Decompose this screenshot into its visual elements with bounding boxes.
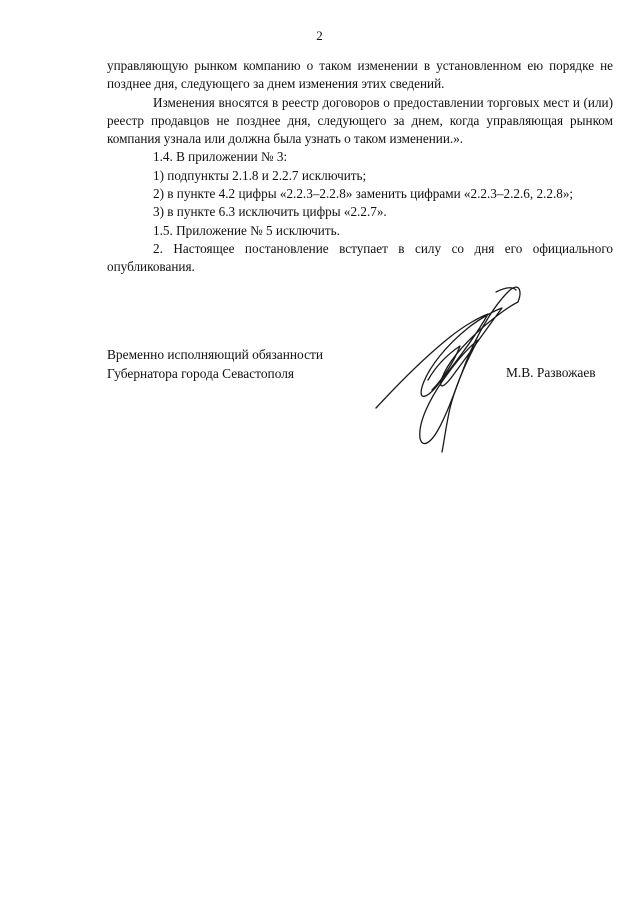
signatory-position-line: Губернатора города Севастополя: [107, 365, 295, 381]
page-number: 2: [316, 28, 323, 43]
signatory-position-line: Временно исполняющий обязанности: [107, 347, 324, 362]
paragraph: 2. Настоящее постановление вступает в силу со дня его официального опубликования.: [107, 240, 613, 275]
paragraph: Изменения вносятся в реестр договоров о предоставлении торговых мест и (или) реестр продавцов не позднее дня, следующего за днем, когда управляющая рынком компания узнала или должна была узнать о таком изменении.».: [107, 94, 613, 147]
paragraph: управляющую рынком компанию о таком изменении в установленном ею порядке не позднее дня, следующего за днем изменения этих сведений.: [107, 58, 613, 92]
handwritten-signature: [370, 262, 540, 457]
document-body: [107, 57, 613, 277]
paragraph: 3) в пункте 6.3 исключить цифры «2.2.7».: [153, 204, 387, 220]
signatory-position: [107, 346, 323, 383]
paragraph: 1) подпункты 2.1.8 и 2.2.7 исключить;: [153, 167, 367, 183]
signatory-name: М.В. Развожаев: [506, 365, 596, 380]
paragraph: 1.5. Приложение № 5 исключить.: [153, 222, 340, 238]
paragraph: 1.4. В приложении № 3:: [153, 149, 288, 165]
paragraph: 2) в пункте 4.2 цифры «2.2.3–2.2.8» заменить цифрами «2.2.3–2.2.6, 2.2.8»;: [153, 186, 574, 202]
